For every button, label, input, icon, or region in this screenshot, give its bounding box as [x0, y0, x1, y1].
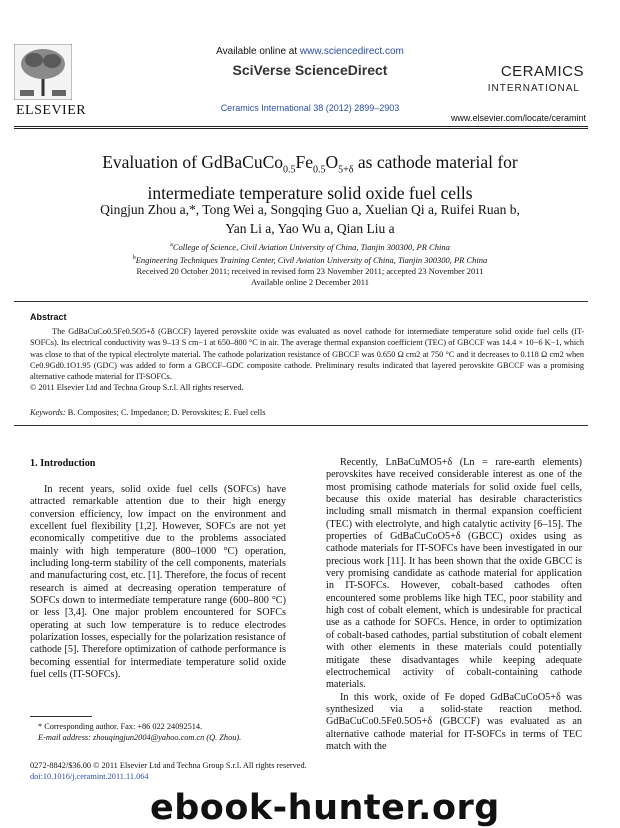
abstract-heading: Abstract [30, 312, 67, 322]
journal-url[interactable]: www.elsevier.com/locate/ceramint [450, 113, 586, 123]
author-email[interactable]: E-mail address: zhouqingjun2004@yahoo.com.cn (Q. Zhou). [38, 733, 242, 742]
affiliation-b: Engineering Techniques Training Center, Civil Aviation University of China, Tianjin 300300, PR China [135, 254, 488, 265]
intro-paragraph-2: Recently, LnBaCuMO5+δ (Ln = rare-earth elements) perovskites have received considerable interest as one of the most promising cathode materials for solid oxide fuel cells, because this oxide material has desirable characteristics including small mismatch in thermal expansion coefficient (TEC) with electrolyte, and high catalytic activity [6–15]. The properties of GdBaCuCoO5+δ (GBCC) oxides using as cathode materials for IT-SOFCs have been investigated in our precious work [11]. It has been shown that the oxide GBCC is very promising candidate as cathode material for application in IT-SOFCs. However, cobalt-based cathodes often encountered some problems like high TEC, poor stability and high cost of cobalt element, which is undesirable for practical use as a cathode for SOFCs. Hence, in order to optimization of cobalt-based cathodes, partial substitution of cobalt element with other elements in these materials could potentially mitigate these disadvantages while keeping adequate electrochemical activity of cobalt-containing cathode materials. [326, 457, 582, 691]
footnote-rule [30, 716, 92, 717]
affiliations: $^a$College of Science, Civil Aviation University of China, Tianjin 300300, PR China $^b$Engineering Techniques Training Center, Civil Aviation University of China, Tianjin 300300, PR China [132, 241, 488, 265]
intro-paragraph-1: In recent years, solid oxide fuel cells (SOFCs) have attracted remarkable attention due to their high energy conversion efficiency, low impact on the environment and excellent fuel flexibility [1,2]. However, SOFCs are not yet economically competitive due to the problems associated mainly with high temperature (800–1000 °C) operation, including long-term stability of the cell components, materials and manufacturing cost, etc. [1]. Therefore, the focus of recent research is aimed at decreasing operation temperature of SOFCs down to intermediate temperature range (600–800 °C) or less [3,4]. One major problem encountered for SOFCs operating at such low temperature is to reduce electrodes polarization losses, especially for the polarization resistance of cathode [5]. Therefore optimization of cathode performance is becoming essential for intermediate temperature solid oxide fuel cells (IT-SOFCs). [30, 484, 286, 681]
article-title: Evaluation of $GdBaCuCo_{0.5}Fe_{0.5}O_{5+\delta}$ as cathode material for intermediate temperature solid oxide fuel cells [102, 152, 518, 203]
doi-link[interactable]: doi:10.1016/j.ceramint.2011.11.064 [30, 772, 149, 781]
header-rule [14, 126, 588, 127]
author-list [40, 200, 580, 238]
publisher-name: ELSEVIER [16, 103, 87, 118]
author-line-1: Qingjun Zhou a,*, Tong Wei a, Songqing Guo a, Xuelian Qi a, Ruifei Ruan b, [100, 202, 520, 217]
platform-name: SciVerse ScienceDirect [232, 62, 388, 78]
left-column [30, 484, 286, 682]
corresponding-author: * Corresponding author. Fax: +86 022 24092514. [38, 722, 203, 731]
footnote [38, 721, 298, 743]
affiliation-a: College of Science, Civil Aviation University of China, Tianjin 300300, PR China [172, 241, 450, 252]
keywords-rule [14, 425, 588, 426]
copyright-line: © 2011 Elsevier Ltd and Techna Group S.r.l. All rights reserved. [30, 383, 244, 393]
abstract-rule [14, 301, 588, 302]
intro-paragraph-3: In this work, oxide of Fe doped GdBaCuCoO5+δ was synthesized via a solid-state reaction method. GdBaCuCo0.5Fe0.5O5+δ (GBCCF) was evaluated as an alternative cathode material for IT-SOFCs in terms of TEC match with the [326, 691, 582, 752]
journal-logo-title: CERAMICS [500, 63, 584, 80]
author-line-2: Yan Li a, Yao Wu a, Qian Liu a [225, 221, 395, 236]
keywords: Keywords: B. Composites; C. Impedance; D. Perovskites; E. Fuel cells [30, 408, 266, 417]
journal-reference[interactable]: Ceramics International 38 (2012) 2899–2903 [220, 103, 400, 113]
issn-doi [30, 760, 307, 782]
available-online: Available online at www.sciencedirect.com [216, 46, 404, 57]
watermark: ebook-hunter.org [150, 788, 500, 828]
sciencedirect-link[interactable]: www.sciencedirect.com [299, 46, 404, 57]
header-rule-2 [14, 128, 588, 129]
article-dates: Received 20 October 2011; received in revised form 23 November 2011; accepted 23 November 2011 Available online 2 December 2011 [136, 266, 484, 287]
issn-line: 0272-8842/$36.00 © 2011 Elsevier Ltd and Techna Group S.r.l. All rights reserved. [30, 761, 307, 770]
abstract-body: The GdBaCuCo0.5Fe0.5O5+δ (GBCCF) layered perovskite oxide was evaluated as novel cathode for intermediate temperature solid oxide fuel cells (IT-SOFCs). Its electrical conductivity was 9–13 S cm−1 at 650–800 °C in air. The average thermal expansion coefficient (TEC) of GBCCF was 14.4 × 10−6 K−1, which was close to that of the typical electrolyte material. The cathode polarization resistance of GBCCF was 0.650 Ω cm2 at 750 °C and it decreases to 0.118 Ω cm2 when Ce0.9Gd0.1O1.95 (GDC) was added to form a GBCCF–GDC composite cathode. Preliminary results indicated that layered perovskite GBCCF was a promising alternative cathode material for IT-SOFCs. © 2011 Elsevier Ltd and Techna Group S.r.l. All rights reserved. [30, 327, 584, 393]
right-column [326, 457, 582, 753]
section-heading-introduction: 1. Introduction [30, 458, 96, 469]
journal-logo-subtitle: INTERNATIONAL [487, 83, 580, 94]
